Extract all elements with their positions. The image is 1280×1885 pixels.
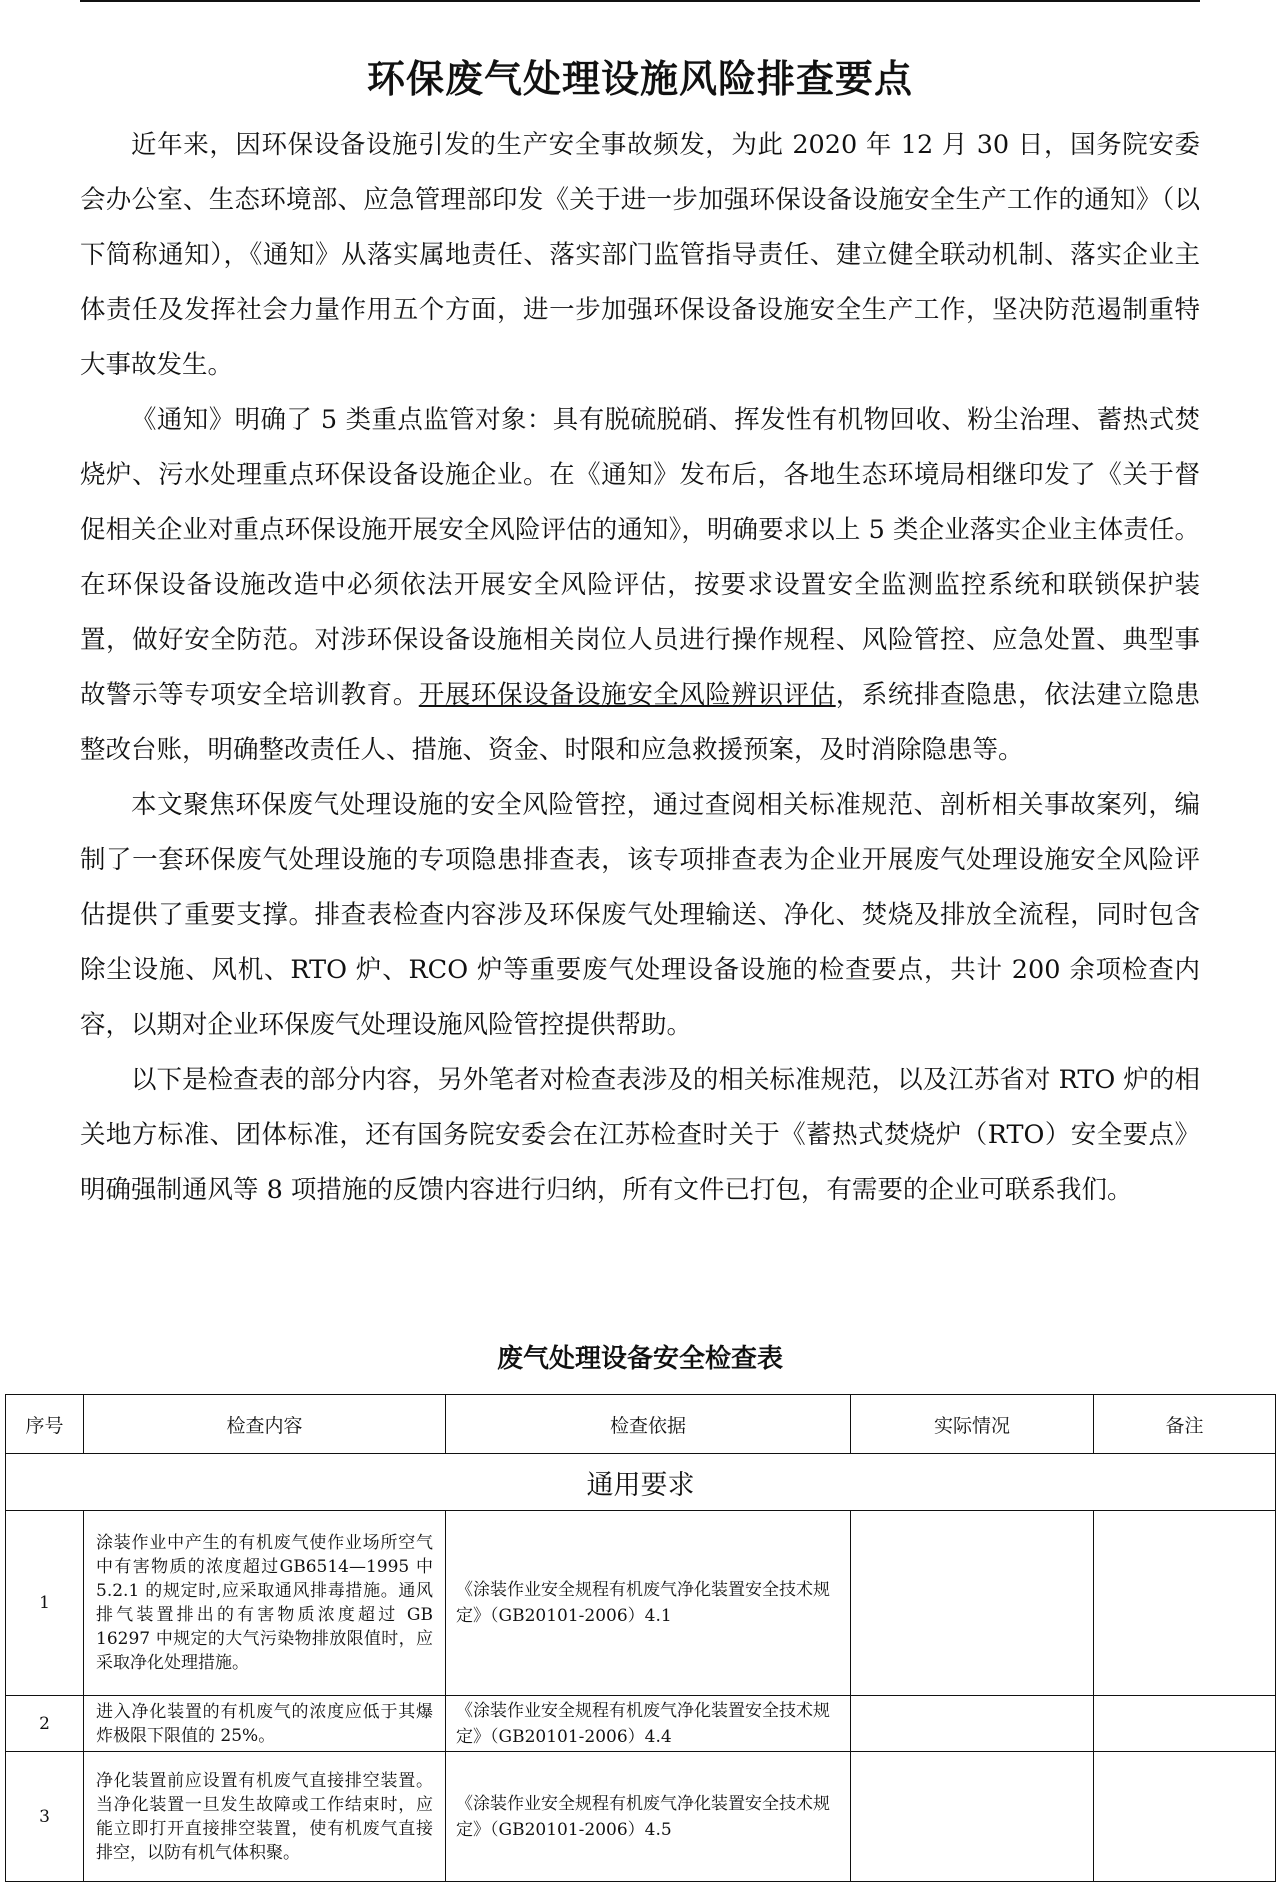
top-rule bbox=[80, 0, 1200, 2]
header-check-content: 检查内容 bbox=[84, 1395, 446, 1454]
row-basis: 《涂装作业安全规程有机废气净化装置安全技术规定》（GB20101-2006）4.5 bbox=[446, 1752, 851, 1882]
section-title: 通用要求 bbox=[6, 1454, 1276, 1511]
row-note bbox=[1094, 1696, 1276, 1752]
row-note bbox=[1094, 1511, 1276, 1696]
safety-check-table bbox=[5, 1394, 1276, 1882]
paragraph-2-text-after: ，系统排查隐患，依法建立隐患整改台账，明确整改责任人、措施、资金、时限和应急救援预案，及时消除隐患等。 bbox=[80, 680, 1200, 765]
table-row bbox=[6, 1696, 1276, 1752]
row-content: 净化装置前应设置有机废气直接排空装置。当净化装置一旦发生故障或工作结束时，应能立即打开直接排空装置，使有机废气直接排空，以防有机气体积聚。 bbox=[84, 1752, 446, 1882]
row-actual bbox=[851, 1696, 1094, 1752]
row-basis: 《涂装作业安全规程有机废气净化装置安全技术规定》（GB20101-2006）4.1 bbox=[446, 1511, 851, 1696]
paragraph-2-underlined-text: 开展环保设备设施安全风险辨识评估 bbox=[418, 680, 836, 710]
table-row bbox=[6, 1752, 1276, 1882]
paragraph-4: 以下是检查表的部分内容，另外笔者对检查表涉及的相关标准规范，以及江苏省对 RTO 炉的相关地方标准、团体标准，还有国务院安委会在江苏检查时关于《蓄热式焚烧炉（RTO）安全要点》明确强制通风等 8 项措施的反馈内容进行归纳，所有文件已打包，有需要的企业可联系我们。 bbox=[80, 1065, 1200, 1205]
table-row bbox=[6, 1511, 1276, 1696]
article-body bbox=[80, 118, 1200, 1218]
page-title: 环保废气处理设施风险排查要点 bbox=[366, 57, 913, 101]
paragraph-2 bbox=[80, 393, 1200, 778]
table-header-row bbox=[6, 1395, 1276, 1454]
header-remarks: 备注 bbox=[1094, 1395, 1276, 1454]
table-title: 废气处理设备安全检查表 bbox=[496, 1344, 783, 1374]
header-index: 序号 bbox=[6, 1395, 84, 1454]
row-content: 进入净化装置的有机废气的浓度应低于其爆炸极限下限值的 25%。 bbox=[84, 1696, 446, 1752]
row-index: 2 bbox=[6, 1696, 84, 1752]
row-actual bbox=[851, 1752, 1094, 1882]
row-actual bbox=[851, 1511, 1094, 1696]
row-basis: 《涂装作业安全规程有机废气净化装置安全技术规定》（GB20101-2006）4.4 bbox=[446, 1696, 851, 1752]
paragraph-3: 本文聚焦环保废气处理设施的安全风险管控，通过查阅相关标准规范、剖析相关事故案列，编制了一套环保废气处理设施的专项隐患排查表，该专项排查表为企业开展废气处理设施安全风险评估提供了重要支撑。排查表检查内容涉及环保废气处理输送、净化、焚烧及排放全流程，同时包含除尘设施、风机、RTO 炉、RCO 炉等重要废气处理设备设施的检查要点，共计 200 余项检查内容，以期对企业环保废气处理设施风险管控提供帮助。 bbox=[80, 790, 1200, 1040]
paragraph-2-text-before: 《通知》明确了 5 类重点监管对象：具有脱硫脱硝、挥发性有机物回收、粉尘治理、蓄热式焚烧炉、污水处理重点环保设备设施企业。在《通知》发布后，各地生态环境局相继印发了《关于督促相关企业对重点环保设施开展安全风险评估的通知》，明确要求以上 5 类企业落实企业主体责任。在环保设备设施改造中必须依法开展安全风险评估，按要求设置安全监测监控系统和联锁保护装置，做好安全防范。对涉环保设备设施相关岗位人员进行操作规程、风险管控、应急处置、典型事故警示等专项安全培训教育。 bbox=[80, 405, 1200, 710]
row-index: 3 bbox=[6, 1752, 84, 1882]
section-row bbox=[6, 1454, 1276, 1511]
row-content: 涂装作业中产生的有机废气使作业场所空气中有害物质的浓度超过GB6514—1995 中 5.2.1 的规定时,应采取通风排毒措施。通风排气装置排出的有害物质浓度超过 GB 16297 中规定的大气污染物排放限值时，应采取净化处理措施。 bbox=[84, 1511, 446, 1696]
row-note bbox=[1094, 1752, 1276, 1882]
header-check-basis: 检查依据 bbox=[446, 1395, 851, 1454]
row-index: 1 bbox=[6, 1511, 84, 1696]
paragraph-1: 近年来，因环保设备设施引发的生产安全事故频发，为此 2020 年 12 月 30 日，国务院安委会办公室、生态环境部、应急管理部印发《关于进一步加强环保设备设施安全生产工作的通知》（以下简称通知），《通知》从落实属地责任、落实部门监管指导责任、建立健全联动机制、落实企业主体责任及发挥社会力量作用五个方面，进一步加强环保设备设施安全生产工作，坚决防范遏制重特大事故发生。 bbox=[80, 130, 1200, 380]
header-actual-status: 实际情况 bbox=[851, 1395, 1094, 1454]
